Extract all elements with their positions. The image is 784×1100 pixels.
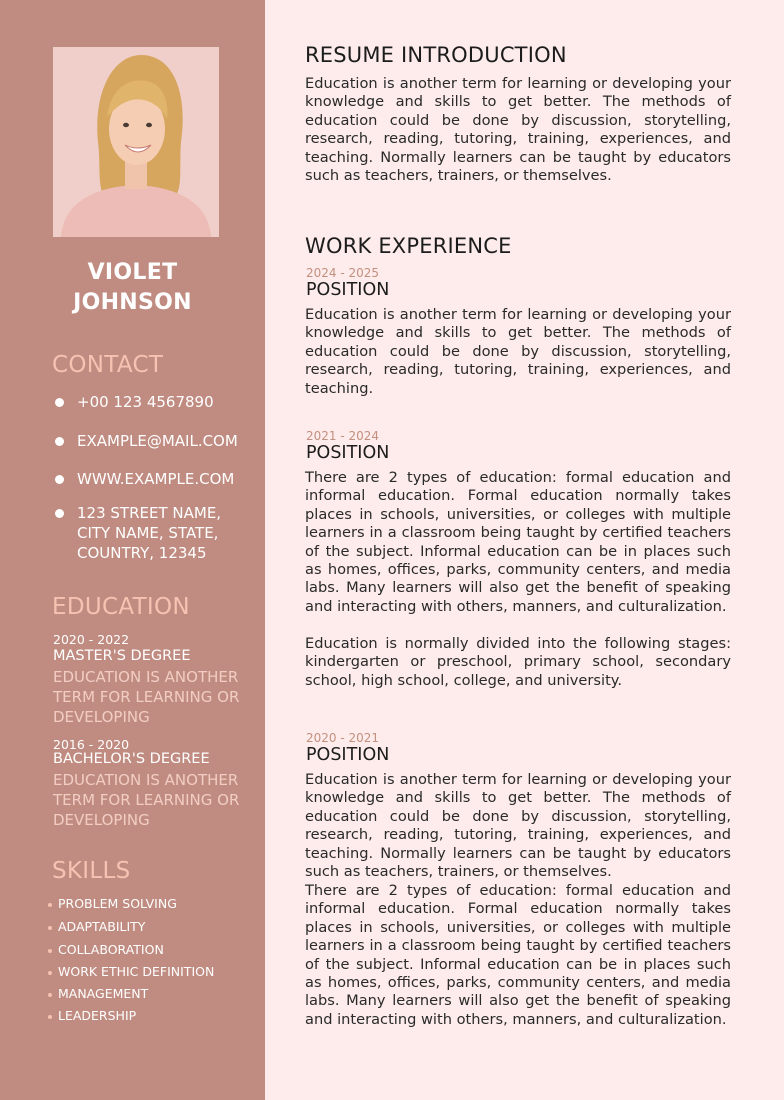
intro-text: Education is another term for learning or developing your knowledge and skills to get better. The methods of education could be done by discussion, storytelling, research, reading, tutoring, training, experiences, and teaching. Normally learners can be taught by educators such as teachers, trainers, or themselves. [305,75,731,185]
skills-title: SKILLS [52,858,131,884]
work-experience-title: WORK EXPERIENCE [305,234,512,258]
job-description: There are 2 types of education: formal education and informal education. Formal education normally takes places in schools, universities, or colleges with multiple learners in a classroom being taught by certified teachers of the subject. Informal education can be in places such as homes, offices, parks, community centers, and media labs. Many learners will also get the benefit of speaking and interacting with others, manners, and culturalization. [305,469,731,615]
education-dates: 2016 - 2020 [53,737,130,752]
bullet-icon [48,971,52,975]
contact-email-text: EXAMPLE@MAIL.COM [77,432,238,450]
bullet-icon [55,475,64,484]
bullet-icon [48,926,52,930]
job-dates: 2021 - 2024 [306,429,380,443]
profile-photo [53,47,219,237]
education-description: EDUCATION IS ANOTHER TERM FOR LEARNING OR DEVELOPING [53,771,240,829]
contact-phone-text: +00 123 4567890 [77,393,214,411]
job-description: Education is another term for learning or developing your knowledge and skills to get better. The methods of education could be done by discussion, storytelling, research, reading, tutoring, training, experiences, and teaching. Normally learners can be taught by educators such as teachers, trainers, or themselves. [305,771,731,881]
job-description: Education is another term for learning or developing your knowledge and skills to get better. The methods of education could be done by discussion, storytelling, research, reading, tutoring, training, experiences, and teaching. [305,306,731,397]
bullet-icon [55,398,64,407]
job-dates: 2024 - 2025 [306,266,380,280]
job-position: POSITION [306,745,390,765]
education-degree: BACHELOR'S DEGREE [53,751,210,767]
name-first: VIOLET [87,260,178,285]
bullet-icon [48,949,52,953]
education-title: EDUCATION [52,594,190,620]
job-description: There are 2 types of education: formal education and informal education. Formal education normally takes places in schools, universities, or colleges with multiple learners in a classroom being taught by certified teachers of the subject. Informal education can be in places such as homes, offices, parks, community centers, and media labs. Many learners will also get the benefit of speaking and interacting with others, manners, and culturalization. [305,882,731,1028]
contact-website-text: WWW.EXAMPLE.COM [77,470,235,488]
bullet-icon [55,509,64,518]
job-description: Education is normally divided into the following stages: kindergarten or preschool, primary school, secondary school, high school, college, and university. [305,635,731,689]
name-last: JOHNSON [73,290,192,315]
education-dates: 2020 - 2022 [53,632,130,647]
bullet-icon [55,437,64,446]
bullet-icon [48,993,52,997]
education-description: EDUCATION IS ANOTHER TERM FOR LEARNING OR DEVELOPING [53,668,240,726]
contact-title: CONTACT [52,352,164,378]
education-degree: MASTER'S DEGREE [53,648,191,664]
job-position: POSITION [306,443,390,463]
bullet-icon [48,903,52,907]
contact-address-text: 123 STREET NAME, CITY NAME, STATE, COUNTRY, 12345 [77,504,222,562]
job-dates: 2020 - 2021 [306,731,380,745]
bullet-icon [48,1015,52,1019]
job-position: POSITION [306,280,390,300]
intro-title: RESUME INTRODUCTION [305,43,567,67]
portrait-image [53,47,219,237]
